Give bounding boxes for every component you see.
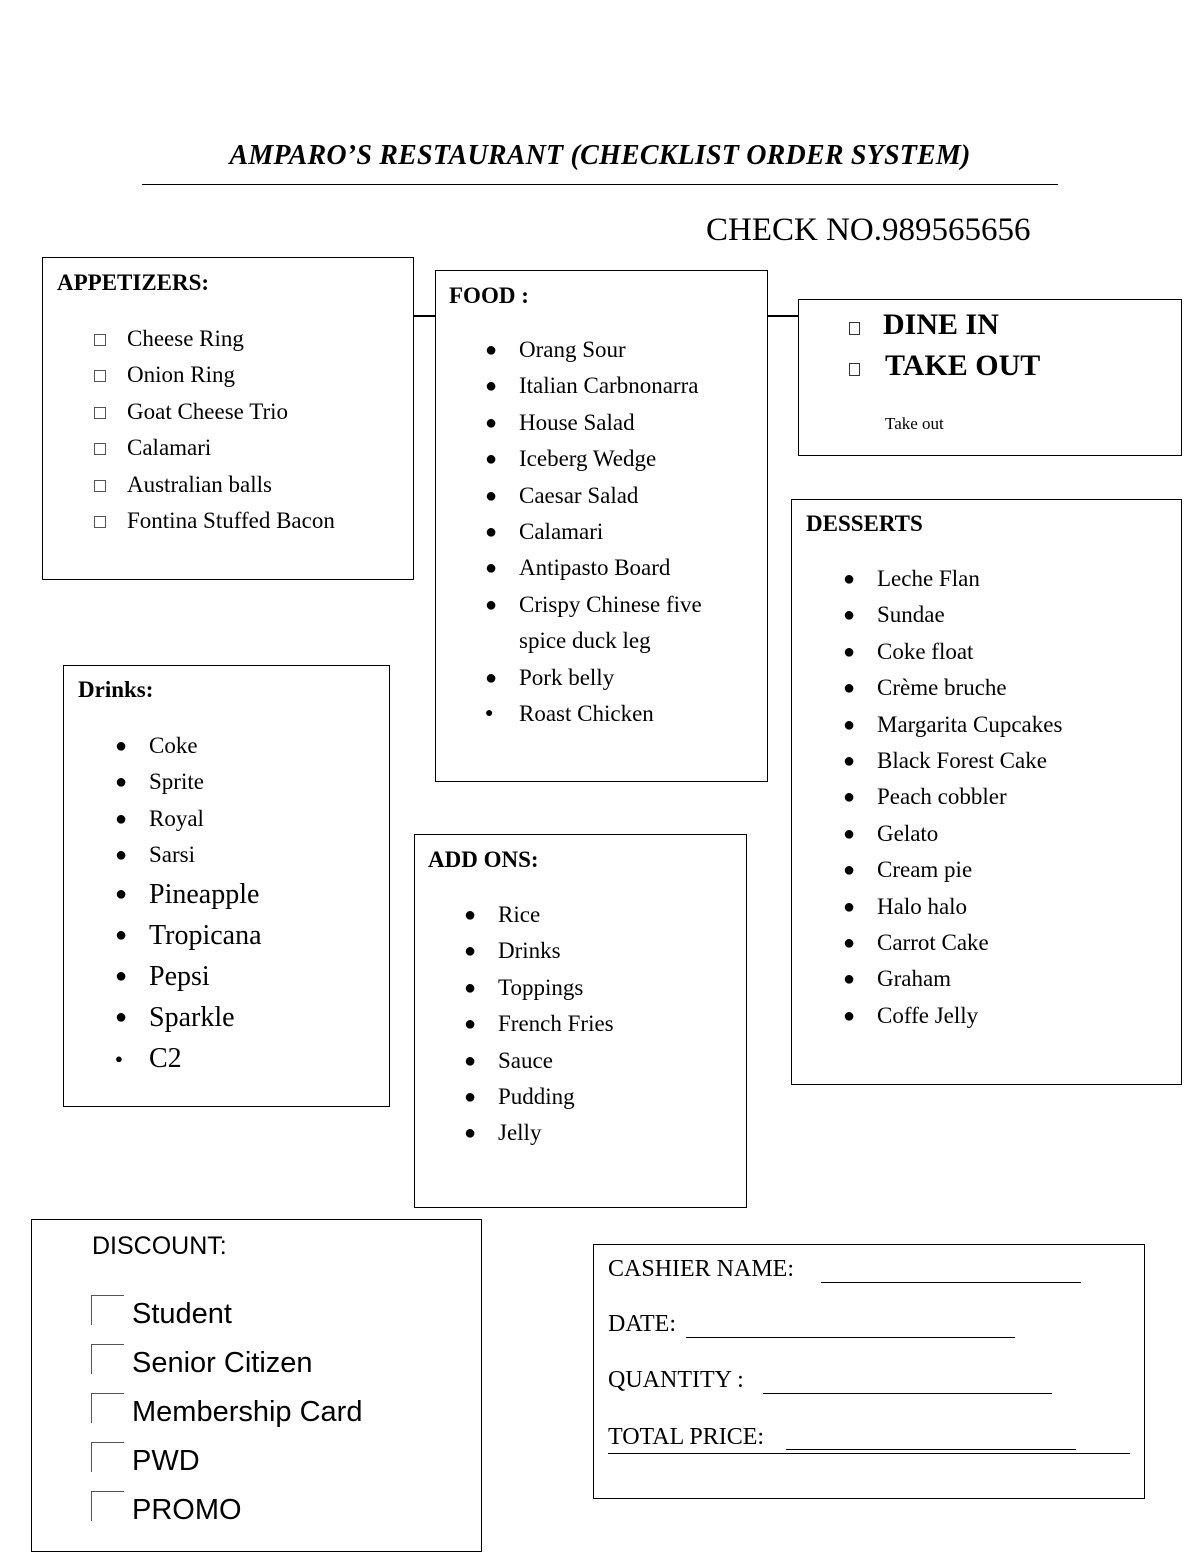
list-item: ● French Fries [498,1006,614,1042]
list-item: ● C2 [149,1038,262,1079]
appetizers-box [42,257,414,580]
title-underline [142,184,1058,185]
total-price-rule [608,1453,1130,1454]
list-item: ● Margarita Cupcakes [877,707,1062,743]
checkbox-icon[interactable] [94,334,106,346]
bullet-icon: ● [843,750,856,773]
bullet-icon: ● [843,568,856,590]
desserts-title: DESSERTS [806,511,923,536]
service-box [798,299,1182,456]
quantity-label: QUANTITY : [608,1367,744,1393]
list-item: ● Drinks [498,933,614,969]
discount-title: DISCOUNT: [92,1232,227,1260]
bullet-icon: ● [464,1122,477,1145]
list-item: ● Gelato [877,816,1062,852]
cashier-name-label: CASHIER NAME: [608,1256,795,1282]
bullet-icon: ● [843,1004,856,1027]
checkbox-icon[interactable] [91,1442,124,1472]
list-item: ● Sprite [149,764,262,800]
food-title: FOOD : [449,283,529,308]
list-item: ● Pudding [498,1079,614,1115]
list-item: ● Crème bruche [877,670,1062,706]
list-item[interactable]: Goat Cheese Trio [127,394,335,430]
bullet-icon: ● [485,706,494,722]
checkbox-icon[interactable] [91,1393,124,1423]
list-item: ● Pineapple [149,874,262,915]
list-item: ● Pepsi [149,956,262,997]
bullet-icon: ● [843,968,856,991]
list-item: ● Roast Chicken [519,696,702,732]
list-item: ● Orang Sour [519,332,702,368]
list-item[interactable]: Fontina Stuffed Bacon [127,503,335,539]
list-item: ● Halo halo [877,889,1062,925]
bullet-icon: ● [115,1005,128,1028]
list-item: ● Sparkle [149,997,262,1038]
addons-box [414,834,747,1208]
list-item[interactable]: Calamari [127,430,335,466]
list-item: ● Coke float [877,634,1062,670]
list-item[interactable]: Australian balls [127,467,335,503]
list-item: ● Antipasto Board [519,550,702,586]
checkbox-icon[interactable] [94,443,106,455]
bullet-icon: ● [485,521,498,544]
bullet-icon: ● [115,807,128,830]
page-title: AMPARO’S RESTAURANT (CHECKLIST ORDER SYSTEM) [229,140,971,171]
appetizers-title: APPETIZERS: [57,270,210,295]
take-out-checkbox-icon[interactable] [849,363,860,376]
drinks-box [63,665,390,1107]
bullet-icon: ● [464,904,477,926]
bullet-icon: ● [115,882,128,905]
take-out-label[interactable]: TAKE OUT [885,349,1041,382]
list-item: ● Royal [149,801,262,837]
bullet-icon: ● [464,940,477,963]
connector-line [767,315,798,317]
bullet-icon: ● [464,1049,477,1072]
bullet-icon: ● [485,557,498,580]
list-item: ● Sarsi [149,837,262,873]
list-item: ● Carrot Cake [877,925,1062,961]
list-item: ● Iceberg Wedge [519,441,702,477]
list-item: ● Leche Flan [877,561,1062,597]
checkbox-icon[interactable] [91,1295,124,1325]
total-price-label: TOTAL PRICE: [608,1424,765,1450]
list-item: ● House Salad [519,405,702,441]
list-item: ● Coke [149,728,262,764]
list-item: ● Toppings [498,970,614,1006]
bullet-icon: ● [115,923,128,946]
list-item: ● Crispy Chinese five [519,587,702,623]
bullet-icon: ● [843,640,856,663]
bullet-icon: ● [115,771,128,794]
bullet-icon: ● [843,713,856,736]
quantity-field[interactable] [763,1393,1052,1394]
bullet-icon: ● [464,976,477,999]
list-item: ● Pork belly [519,660,702,696]
list-item: ● Tropicana [149,915,262,956]
bullet-icon: ● [843,932,856,955]
desserts-box [791,499,1182,1085]
bullet-icon: ● [485,375,498,398]
list-item: ● Sauce [498,1043,614,1079]
bullet-icon: ● [843,859,856,882]
connector-line [413,315,435,317]
list-item: ● Calamari [519,514,702,550]
bullet-icon: ● [115,844,128,867]
bullet-icon: ● [464,1086,477,1109]
checkbox-icon[interactable] [94,407,106,419]
bullet-icon: ● [485,339,498,361]
list-item: ● Italian Carbnonarra [519,368,702,404]
date-label: DATE: [608,1311,676,1337]
bullet-icon: ● [485,666,498,689]
bullet-icon: ● [843,604,856,627]
bullet-icon: ● [843,677,856,700]
list-item: ● Jelly [498,1115,614,1151]
bullet-icon: ● [485,484,498,507]
list-item: ● Caesar Salad [519,478,702,514]
checkbox-icon[interactable] [91,1491,124,1521]
bullet-icon: ● [843,786,856,809]
service-note: Take out [885,414,944,433]
appetizers-list [127,321,335,539]
list-item[interactable]: Onion Ring [127,357,335,393]
checkbox-icon[interactable] [91,1344,124,1374]
discount-box: DISCOUNT: Student Senior Citizen Membership Card PWD PROMO [31,1219,482,1552]
cashier-name-field[interactable] [821,1282,1081,1283]
bullet-icon: ● [485,593,498,616]
list-item: ● Rice [498,897,614,933]
drinks-list [115,728,262,1079]
bullet-icon: ● [843,822,856,845]
drinks-title: Drinks: [78,677,154,702]
checkbox-icon[interactable] [94,370,106,382]
checkbox-icon[interactable] [94,516,106,528]
bullet-icon: ● [485,411,498,434]
check-number: CHECK NO.989565656 [706,212,1031,248]
addons-title: ADD ONS: [428,847,539,872]
desserts-list [843,561,1063,1034]
dine-in-checkbox-icon[interactable] [849,322,860,335]
bullet-icon: ● [115,964,128,987]
list-item[interactable]: Cheese Ring [127,321,335,357]
total-price-field[interactable] [786,1449,1076,1450]
list-item: ● Cream pie [877,852,1062,888]
food-list [485,332,702,732]
list-item: ● Sundae [877,597,1062,633]
date-field[interactable] [686,1337,1015,1338]
list-item: ● Coffe Jelly [877,998,1062,1034]
list-item: ● Black Forest Cake [877,743,1062,779]
bullet-icon: ● [115,1050,123,1066]
checkbox-icon[interactable] [94,480,106,492]
bullet-icon: ● [843,895,856,918]
food-box [435,270,768,782]
dine-in-label[interactable]: DINE IN [883,308,999,341]
list-item: ● Graham [877,961,1062,997]
bullet-icon: ● [115,735,128,757]
bullet-icon: ● [485,448,498,471]
bullet-icon: ● [464,1013,477,1036]
addons-list [464,897,614,1152]
list-item: ● Peach cobbler [877,779,1062,815]
list-item-continued: spice duck leg [519,628,651,654]
